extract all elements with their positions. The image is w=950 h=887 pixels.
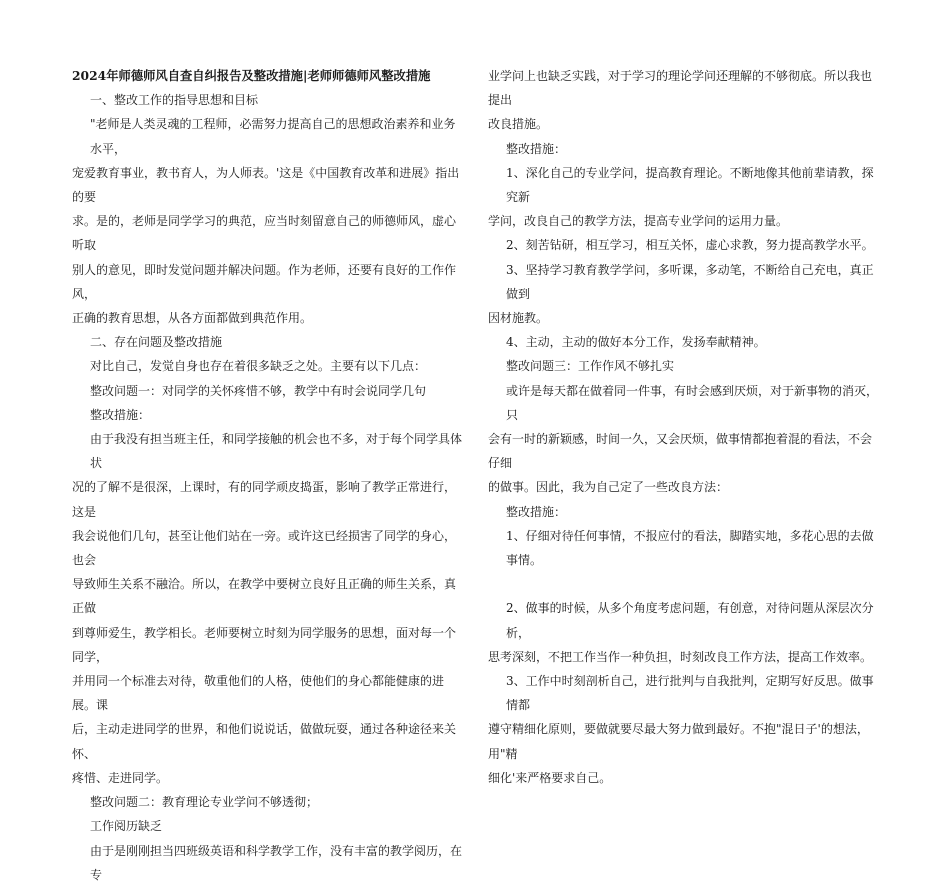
text-line: 4、主动，主动的做好本分工作，发扬奉献精神。	[506, 335, 766, 350]
text-line: 到尊师爱生，教学相长。老师要树立时刻为同学服务的思想，面对每一个同学，	[72, 625, 457, 664]
text-line: 遵守精细化原则，要做就要尽最大努力做到最好。不抱"混日子'的想法，用"精	[488, 722, 869, 761]
left-column	[72, 64, 464, 887]
right-column	[488, 64, 880, 790]
text-line: 宠爱教育事业，教书育人，为人师表。'这是《中国教育改革和进展》指出的要	[72, 165, 460, 205]
text-line: 求。是的，老师是同学学习的典范，应当时刻留意自己的师德师风，虚心听取	[72, 214, 457, 253]
text-line: 思考深刻，不把工作当作一种负担，时刻改良工作方法，提高工作效率。	[488, 649, 873, 664]
text-line: 2、刻苦钻研，相互学习，相互关怀，虚心求教，努力提高教学水平。	[506, 238, 874, 253]
text-line: 一、整改工作的指导思想和目标	[90, 93, 259, 108]
text-line: 整改问题三：工作作风不够扎实	[506, 359, 675, 374]
text-line: 后，主动走进同学的世界，和他们说说话，做做玩耍，通过各种途径来关怀、	[72, 722, 457, 761]
text-line: "老师是人类灵魂的工程师，必需努力提高自己的思想政治素养和业务水平，	[90, 117, 456, 156]
text-line: 二、存在问题及整改措施	[90, 335, 223, 350]
text-line: 2、做事的时候，从多个角度考虑问题，有创意，对待问题从深层次分析，	[506, 601, 874, 640]
text-line: 的做事。因此，我为自己定了一些改良方法：	[488, 480, 729, 495]
text-line: 工作阅历缺乏	[90, 819, 163, 834]
text-line: 或许是每天都在做着同一件事，有时会感到厌烦，对于新事物的消灭，只	[506, 383, 879, 422]
text-line: 1、仔细对待任何事情，不报应付的看法，脚踏实地，多花心思的去做事情。	[506, 528, 874, 568]
text-line: 疼惜、走进同学。	[72, 770, 169, 785]
text-line	[488, 572, 880, 596]
document-title: 2024年师德师风自查自纠报告及整改措施|老师师德师风整改措施	[72, 68, 431, 83]
text-line: 整改措施：	[506, 504, 567, 519]
text-line: 3、工作中时刻剖析自己，进行批判与自我批判，定期写好反思。做事情都	[506, 674, 874, 713]
text-line: 会有一时的新颖感，时间一久，又会厌烦，做事情都抱着混的看法，不会仔细	[488, 432, 873, 471]
text-line: 对比自己，发觉自身也存在着很多缺乏之处。主要有以下几点：	[90, 359, 427, 374]
text-line: 正确的教育思想，从各方面都做到典范作用。	[72, 311, 313, 326]
text-line: 并用同一个标准去对待，敬重他们的人格，使他们的身心都能健康的进展。课	[72, 674, 445, 713]
text-line: 别人的意见，即时发觉问题并解决问题。作为老师，还要有良好的工作作风，	[72, 262, 457, 301]
text-line: 由于是刚刚担当四班级英语和科学教学工作，没有丰富的教学阅历，在专	[90, 843, 463, 882]
text-line: 学问，改良自己的教学方法，提高专业学问的运用力量。	[488, 214, 789, 229]
text-line: 细化'来严格要求自己。	[488, 770, 612, 785]
text-line: 导致师生关系不融洽。所以，在教学中要树立良好且正确的师生关系，真正做	[72, 577, 457, 616]
text-line: 整改问题二：教育理论专业学问不够透彻；	[90, 795, 319, 810]
text-line: 业学问上也缺乏实践，对于学习的理论学问还理解的不够彻底。所以我也提出	[488, 69, 873, 108]
text-line: 整改问题一：对同学的关怀疼惜不够，教学中有时会说同学几句	[90, 383, 427, 398]
text-line: 1、深化自己的专业学问，提高教育理论。不断地像其他前辈请教，探究新	[506, 165, 874, 205]
text-line: 由于我没有担当班主任，和同学接触的机会也不多，对于每个同学具体状	[90, 432, 463, 471]
text-line: 整改措施：	[90, 407, 151, 422]
text-line: 3、坚持学习教育教学学问，多听课，多动笔，不断给自己充电，真正做到	[506, 262, 874, 301]
text-line: 整改措施：	[506, 141, 567, 156]
text-line: 改良措施。	[488, 117, 549, 132]
text-line: 因材施教。	[488, 311, 549, 326]
text-line: 我会说他们几句，甚至让他们站在一旁。或许这已经损害了同学的身心，也会	[72, 528, 457, 568]
text-line: 况的了解不是很深，上课时，有的同学顽皮捣蛋，影响了教学正常进行，这是	[72, 480, 457, 519]
